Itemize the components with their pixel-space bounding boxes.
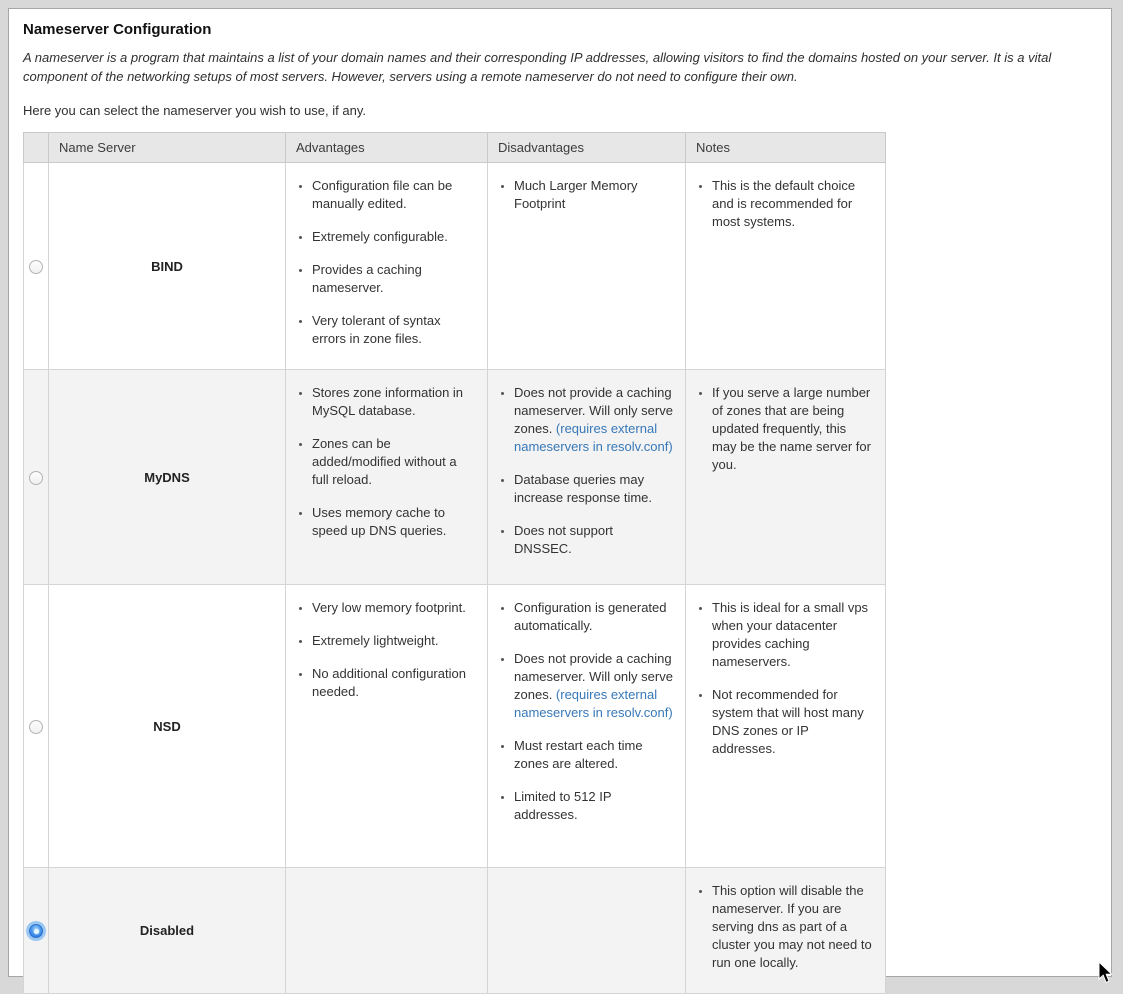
name-server-column-header: Name Server <box>49 133 286 163</box>
list-item: • No additional configuration needed. <box>312 665 475 701</box>
nsd-radio-cell <box>24 585 49 868</box>
bind-notes-cell <box>686 163 886 370</box>
mydns-advantages-cell <box>286 370 488 585</box>
bind-radio-cell <box>24 163 49 370</box>
list-item: • This is the default choice and is recommended for most systems. <box>712 177 873 231</box>
nsd-radio-button[interactable] <box>29 720 43 734</box>
nsd-resolv-conf-link[interactable]: (requires external nameservers in resolv.conf) <box>514 687 673 720</box>
intro-text: A nameserver is a program that maintains a list of your domain names and their corresponding IP addresses, allowing visitors to find the domains hosted on your server. It is a vital component of the networking setups of most servers. However, servers using a remote nameserver do not need to configure their own. <box>23 50 1052 84</box>
list-item: • Very low memory footprint. <box>312 599 475 617</box>
radio-column-header <box>24 133 49 163</box>
disabled-notes-cell <box>686 868 886 994</box>
bind-disadvantages-list <box>498 177 673 213</box>
disadvantages-column-header: Disadvantages <box>488 133 686 163</box>
list-item: • Provides a caching nameserver. <box>312 261 475 297</box>
list-item: • Zones can be added/modified without a full reload. <box>312 435 475 489</box>
bind-advantages-cell <box>286 163 488 370</box>
table-body <box>24 163 886 994</box>
disabled-radio-cell <box>24 868 49 994</box>
list-item: • Stores zone information in MySQL database. <box>312 384 475 420</box>
nsd-disadvantages-cell <box>488 585 686 868</box>
list-item: • Must restart each time zones are altered. <box>514 737 673 773</box>
nsd-notes-list <box>696 599 873 758</box>
list-item: • Does not provide a caching nameserver. Will only serve zones. (requires external nameservers in resolv.conf) <box>514 650 673 722</box>
list-item: • If you serve a large number of zones that are being updated frequently, this may be the name server for you. <box>712 384 873 474</box>
list-item: • Limited to 512 IP addresses. <box>514 788 673 824</box>
list-item: • This option will disable the nameserver. If you are serving dns as part of a cluster you may not need to run one locally. <box>712 882 873 972</box>
mydns-radio-button[interactable] <box>29 471 43 485</box>
notes-column-header: Notes <box>686 133 886 163</box>
nameserver-config-panel <box>8 8 1112 977</box>
list-item: • Database queries may increase response time. <box>514 471 673 507</box>
table-header-row <box>24 133 886 163</box>
select-hint-text: Here you can select the nameserver you wish to use, if any. <box>23 103 366 118</box>
list-item: • Not recommended for system that will host many DNS zones or IP addresses. <box>712 686 873 758</box>
nsd-name-label: NSD <box>49 585 286 868</box>
bind-disadvantages-cell <box>488 163 686 370</box>
nameserver-table <box>23 132 886 994</box>
mydns-notes-list <box>696 384 873 474</box>
page-title: Nameserver Configuration <box>23 21 212 38</box>
list-item: • Configuration is generated automatically. <box>514 599 673 635</box>
nameserver-row-bind <box>24 163 886 370</box>
list-item: • This is ideal for a small vps when your datacenter provides caching nameservers. <box>712 599 873 671</box>
list-item: • Does not provide a caching nameserver. Will only serve zones. (requires external nameservers in resolv.conf) <box>514 384 673 456</box>
bind-notes-list <box>696 177 873 231</box>
nameserver-row-mydns <box>24 370 886 585</box>
list-item: • Extremely configurable. <box>312 228 475 246</box>
mydns-radio-cell <box>24 370 49 585</box>
nsd-notes-cell <box>686 585 886 868</box>
mydns-disadvantages-list <box>498 384 673 558</box>
bind-advantages-list <box>296 177 475 348</box>
list-item: • Much Larger Memory Footprint <box>514 177 673 213</box>
table-head <box>24 133 886 163</box>
bind-name-label: BIND <box>49 163 286 370</box>
nsd-advantages-list <box>296 599 475 701</box>
list-item: • Configuration file can be manually edited. <box>312 177 475 213</box>
list-item: • Does not support DNSSEC. <box>514 522 673 558</box>
list-item: • Uses memory cache to speed up DNS queries. <box>312 504 475 540</box>
mydns-advantages-list <box>296 384 475 540</box>
nsd-advantages-cell <box>286 585 488 868</box>
disabled-disadvantages-cell <box>488 868 686 994</box>
list-item: • Extremely lightweight. <box>312 632 475 650</box>
bind-radio-button[interactable] <box>29 260 43 274</box>
disabled-notes-list <box>696 882 873 972</box>
nameserver-row-nsd <box>24 585 886 868</box>
advantages-column-header: Advantages <box>286 133 488 163</box>
mydns-name-label: MyDNS <box>49 370 286 585</box>
disabled-radio-button[interactable] <box>29 924 43 938</box>
nameserver-row-disabled <box>24 868 886 994</box>
nsd-disadvantages-list <box>498 599 673 824</box>
list-item: • Very tolerant of syntax errors in zone files. <box>312 312 475 348</box>
disabled-advantages-cell <box>286 868 488 994</box>
mydns-notes-cell <box>686 370 886 585</box>
mydns-disadvantages-cell <box>488 370 686 585</box>
disabled-name-label: Disabled <box>49 868 286 994</box>
mydns-resolv-conf-link[interactable]: (requires external nameservers in resolv.conf) <box>514 421 673 454</box>
